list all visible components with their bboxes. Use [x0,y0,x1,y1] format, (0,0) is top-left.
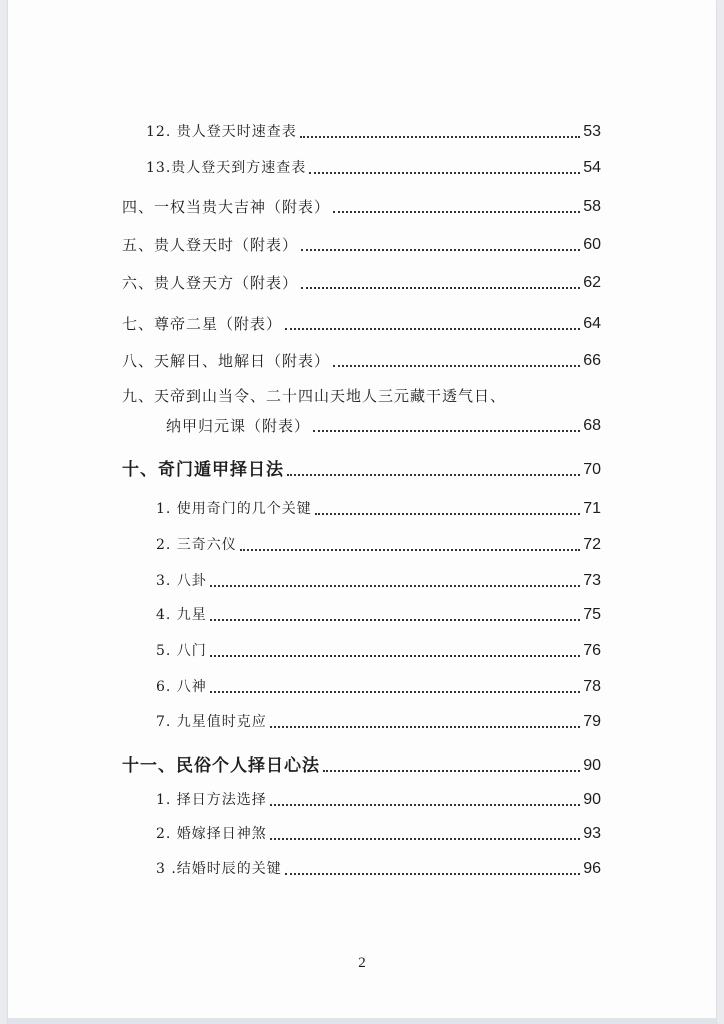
toc-entry-page: 54 [583,159,601,176]
toc-chapter [122,750,601,776]
dot-leader [270,726,580,728]
toc-entry-label: 1. 使用奇门的几个关键 [156,501,312,517]
toc-entry [122,229,601,255]
toc-entry-page: 53 [583,123,601,140]
toc-entry-label: 六、贵人登天方（附表） [122,274,299,292]
toc-entry-page: 96 [583,860,601,877]
dot-leader [210,585,580,587]
toc-entry [156,706,601,732]
toc-entry [122,345,601,371]
toc-entry [156,529,601,555]
toc-entry-label: 四、一权当贵大吉神（附表） [122,198,331,216]
dot-leader [210,619,580,621]
toc-entry-page: 60 [583,236,601,253]
toc-entry-label: 6. 八神 [156,679,207,695]
dot-leader [210,655,580,657]
toc-entry-label: 13.贵人登天到方速查表 [146,160,307,176]
toc-entry [146,116,601,142]
toc-chapter-label: 十、奇门遁甲择日法 [122,460,284,480]
dot-leader [300,136,580,138]
toc-entry-label: 纳甲归元课（附表） [166,417,311,435]
toc-entry-page: 72 [583,536,601,553]
toc-entry [156,671,601,697]
toc-entry-page: 75 [583,606,601,623]
toc-entry-label: 12. 贵人登天时速查表 [146,124,297,140]
dot-leader [285,328,580,330]
toc-entry [156,853,601,879]
toc-entry [156,818,601,844]
toc-entry-page: 93 [583,825,601,842]
dot-leader [287,474,580,476]
toc-entry-page: 66 [583,352,601,369]
toc-entry-label: 5. 八门 [156,643,207,659]
dot-leader [333,365,580,367]
toc-entry [156,599,601,625]
toc-entry-label: 4. 九星 [156,607,207,623]
toc-entry [166,410,601,436]
dot-leader [210,691,580,693]
toc-entry [156,784,601,810]
toc-entry-page: 90 [583,791,601,808]
toc-entry-first-line: 九、天帝到山当令、二十四山天地人三元藏干透气日、 [122,387,507,405]
toc-chapter-label: 十一、民俗个人择日心法 [122,756,320,776]
toc-entry-page: 71 [583,500,601,517]
dot-leader [285,873,580,875]
document-page [8,0,716,1024]
dot-leader [315,513,580,515]
toc-chapter [122,454,601,480]
toc-entry-page: 79 [583,713,601,730]
toc-entry-page: 68 [583,417,601,434]
toc-entry-page: 73 [583,572,601,589]
toc-entry-label: 3 .结婚时辰的关键 [156,861,282,877]
toc-entry-page: 64 [583,315,601,332]
toc-entry-label: 七、尊帝二星（附表） [122,315,283,333]
toc-entry [122,191,601,217]
dot-leader [323,770,580,772]
dot-leader [270,804,580,806]
dot-leader [313,430,580,432]
toc-entry-label: 五、贵人登天时（附表） [122,236,299,254]
toc-entry [122,267,601,293]
toc-entry-label: 2. 三奇六仪 [156,537,237,553]
toc-entry [156,565,601,591]
toc-entry-label: 2. 婚嫁择日神煞 [156,826,267,842]
toc-entry-label: 1. 择日方法选择 [156,792,267,808]
toc-entry [156,635,601,661]
dot-leader [301,249,580,251]
toc-entry-page: 62 [583,274,601,291]
toc-entry [156,493,601,519]
toc-chapter-page: 90 [583,757,601,774]
dot-leader [270,838,580,840]
page-number: 2 [358,955,366,971]
toc-entry-page: 78 [583,678,601,695]
toc-entry [146,152,601,178]
toc-entry-page: 76 [583,642,601,659]
toc-entry-label: 八、天解日、地解日（附表） [122,352,331,370]
dot-leader [333,211,580,213]
toc-entry [122,308,601,334]
dot-leader [240,549,580,551]
dot-leader [309,172,580,174]
dot-leader [301,287,580,289]
toc-entry-label: 3. 八卦 [156,573,207,589]
toc-entry-label: 7. 九星值时克应 [156,714,267,730]
toc-entry-page: 58 [583,198,601,215]
toc-chapter-page: 70 [583,461,601,478]
